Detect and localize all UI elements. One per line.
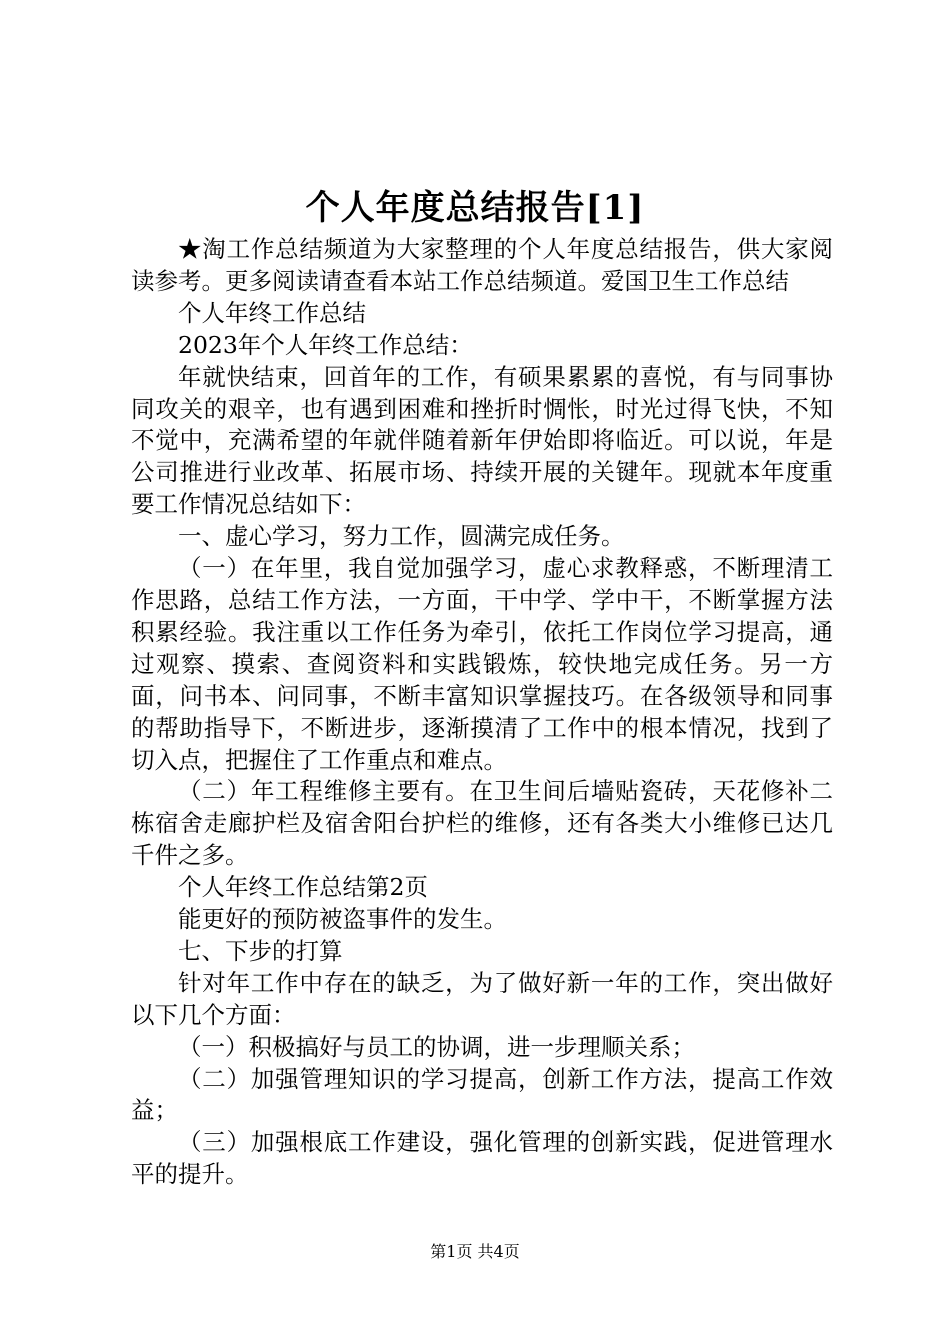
paragraph-plan-2: （二）加强管理知识的学习提高，创新工作方法，提高工作效益； bbox=[131, 1064, 833, 1125]
page-indicator: 第1页 共4页 bbox=[430, 1242, 520, 1261]
paragraph-page-marker: 个人年终工作总结第2页 bbox=[178, 873, 428, 902]
paragraph-section-seven: 七、下步的打算 bbox=[178, 936, 343, 965]
paragraph-heading-year-end-summary: 个人年终工作总结 bbox=[178, 298, 366, 327]
paragraph-section-one: 一、虚心学习，努力工作，圆满完成任务。 bbox=[178, 522, 625, 551]
paragraph-prevention: 能更好的预防被盗事件的发生。 bbox=[178, 905, 507, 934]
paragraph-plan-intro: 针对年工作中存在的缺乏，为了做好新一年的工作，突出做好以下几个方面： bbox=[131, 968, 833, 1029]
paragraph-intro: ★淘工作总结频道为大家整理的个人年度总结报告，供大家阅读参考。更多阅读请查看本站工作总结频道。爱国卫生工作总结 bbox=[131, 235, 833, 295]
paragraph-plan-3: （三）加强根底工作建设，强化管理的创新实践，促进管理水平的提升。 bbox=[131, 1128, 833, 1189]
paragraph-item-1: （一）在年里，我自觉加强学习，虚心求教释惑，不断理清工作思路，总结工作方法，一方面，干中学、学中干，不断掌握方法积累经验。我注重以工作任务为牵引，依托工作岗位学习提高，通过观察、摸索、查阅资料和实践锻炼，较快地完成任务。另一方面，问书本、问同事，不断丰富知识掌握技巧。在各级领导和同事的帮助指导下，不断进步，逐渐摸清了工作中的根本情况，找到了切入点，把握住了工作重点和难点。 bbox=[131, 554, 833, 774]
document-body bbox=[131, 234, 833, 1191]
paragraph-plan-1: （一）积极搞好与员工的协调，进一步理顺关系； bbox=[178, 1032, 695, 1061]
paragraph-heading-2023: 2023年个人年终工作总结： bbox=[178, 330, 473, 359]
document-title: 个人年度总结报告[1] bbox=[305, 188, 645, 228]
paragraph-opening: 年就快结束，回首年的工作，有硕果累累的喜悦，有与同事协同攻关的艰辛，也有遇到困难和挫折时惆怅，时光过得飞快，不知不觉中，充满希望的年就伴随着新年伊始即将临近。可以说，年是公司推进行业改革、拓展市场、持续开展的关键年。现就本年度重要工作情况总结如下： bbox=[131, 362, 833, 519]
paragraph-item-2: （二）年工程维修主要有。在卫生间后墙贴瓷砖，天花修补二栋宿舍走廊护栏及宿舍阳台护栏的维修，还有各类大小维修已达几千件之多。 bbox=[131, 777, 833, 870]
